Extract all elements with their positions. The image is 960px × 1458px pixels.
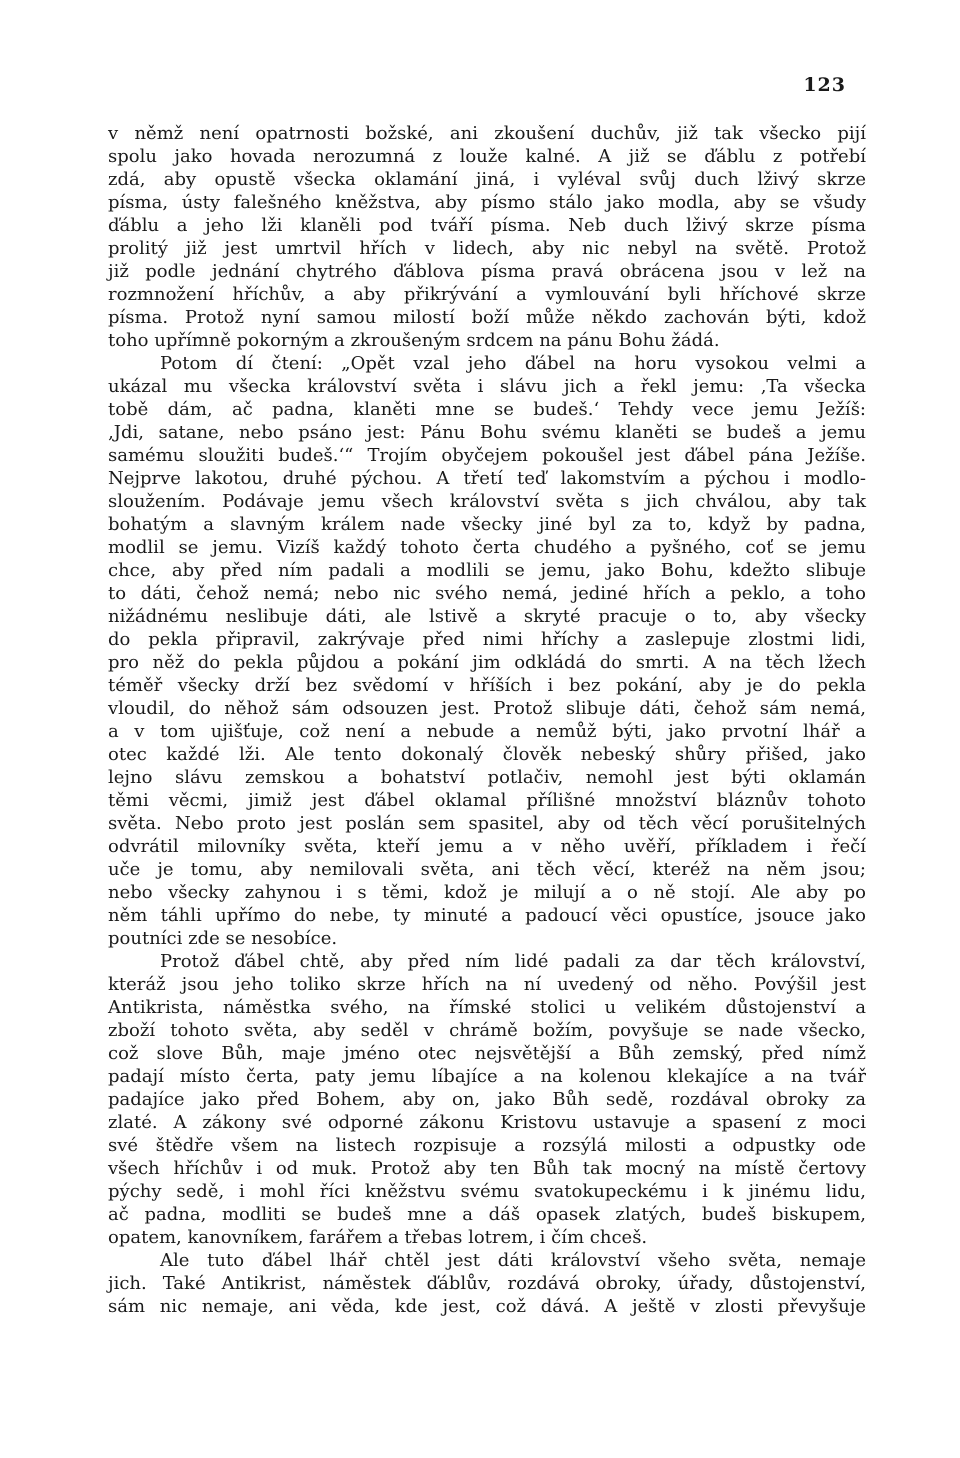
text-line: těmi věcmi, jimiž jest ďábel oklamal přílišné množství bláznův tohoto xyxy=(108,790,866,811)
page-number: 123 xyxy=(803,74,846,96)
paragraph-first-line: Potom dí čtení: „Opět vzal jeho ďábel na horu vysokou velmi a xyxy=(160,353,866,374)
text-line: ďáblu a jeho lži klaněli pod tváří písma. Neb duch lživý skrze písma xyxy=(108,215,866,236)
text-line: zboží tohoto světa, aby seděl v chrámě božím, povyšuje se nade všecko, xyxy=(108,1020,866,1041)
text-line: jich. Také Antikrist, náměstek ďáblův, rozdává obroky, úřady, důstojenství, xyxy=(108,1273,866,1294)
text-line: modlil se jemu. Vizíš každý tohoto čerta chudého a pyšného, coť se jemu xyxy=(108,537,866,558)
text-line: toho upřímně pokorným a zkroušeným srdcem na pánu Bohu žádá. xyxy=(108,330,720,351)
text-line: Antikrista, náměstka svého, na římské stolici u velikém důstojenství a xyxy=(108,997,866,1018)
body-text xyxy=(108,122,866,1318)
text-line: prolitý již jest umrtvil hřích v lidech, aby nic nebyl na světě. Protož xyxy=(108,238,866,259)
text-line: kteráž jsou jeho toliko skrze hřích na ní uvedený od něho. Povýšil jest xyxy=(108,974,866,995)
text-line: nebo všecky zahynou i s těmi, kdož je milují a o ně stojí. Ale aby po xyxy=(108,882,866,903)
text-line: vloudil, do něhož sám odsouzen jest. Protož slibuje dáti, čehož sám nemá, xyxy=(108,698,866,719)
text-line: světa. Nebo proto jest poslán sem spasitel, aby od těch věcí porušitelných xyxy=(108,813,866,834)
text-line: chce, aby před ním padali a modlili se jemu, jako Bohu, kdežto slibuje xyxy=(108,560,866,581)
text-line: téměř všecky drží bez svědomí v hříších i bez pokání, aby je do pekla xyxy=(108,675,866,696)
text-line: něm táhli upřímo do nebe, ty minuté a padoucí věci opustíce, jsouce jako xyxy=(108,905,866,926)
text-line: pro něž do pekla půjdou a pokání jim odkládá do smrti. A na těch lžech xyxy=(108,652,866,673)
text-line: což slove Bůh, maje jméno otec nejsvětější a Bůh zemský, před nímž xyxy=(108,1043,866,1064)
text-line: ukázal mu všecka království světa i slávu jich a řekl jemu: ‚Ta všecka xyxy=(108,376,866,397)
text-line: padajíce jako před Bohem, aby on, jako Bůh sedě, rozdával obroky za xyxy=(108,1089,866,1110)
text-line: sám nic nemaje, ani věda, kde jest, což dává. A ještě v zlosti převyšuje xyxy=(108,1296,866,1317)
text-line: to dáti, čehož nemá; nebo nic svého nemá, jediné hřích a peklo, a toho xyxy=(108,583,866,604)
text-line: spolu jako hovada nerozumná z louže kalné. A již se ďáblu z potřebí xyxy=(108,146,866,167)
text-line: sloužením. Podávaje jemu všech království světa s jich chválou, aby tak xyxy=(108,491,866,512)
text-line: všech hříchův i od muk. Protož aby ten Bůh tak mocný na místě čertovy xyxy=(108,1158,866,1179)
text-line: uče je tomu, aby nemilovali světa, ani těch věcí, kteréž na něm jsou; xyxy=(108,859,866,880)
text-line: ‚Jdi, satane, nebo psáno jest: Pánu Bohu svému klaněti se budeš a jemu xyxy=(108,422,866,443)
text-line: padají místo čerta, paty jemu líbajíce a na kolenou klekajíce a na tvář xyxy=(108,1066,866,1087)
text-line: ač padna, modliti se budeš mne a dáš opasek zlatých, budeš biskupem, xyxy=(108,1204,866,1225)
text-line: své štědře všem na listech rozpisuje a rozsýlá milosti a odpustky ode xyxy=(108,1135,866,1156)
text-line: pýchy sedě, i mohl říci kněžstvu svému svatokupeckému i k jinému lidu, xyxy=(108,1181,866,1202)
text-line: zlaté. A zákony své odporné zákonu Kristovu ustavuje a spasení z moci xyxy=(108,1112,866,1133)
text-line: zdá, aby opustě všecka oklamání jiná, i vyléval svůj duch lživý skrze xyxy=(108,169,866,190)
text-line: písma. Protož nyní samou milostí boží může někdo zachován býti, kdož xyxy=(108,307,866,328)
text-line: tobě dám, ač padna, klaněti mne se budeš.‘ Tehdy vece jemu Ježíš: xyxy=(108,399,866,420)
text-line: již podle jednání chytrého ďáblova písma pravá obrácena jsou v lež na xyxy=(108,261,866,282)
text-line: nižádnému neslibuje dáti, ale lstivě a skryté pracuje o to, aby všecky xyxy=(108,606,866,627)
text-line: poutníci zde se nesobíce. xyxy=(108,928,338,949)
text-line: a v tom ujišťuje, což není a nebude a nemůž býti, jako prvotní lhář a xyxy=(108,721,866,742)
paragraph-first-line: Ale tuto ďábel lhář chtěl jest dáti království všeho světa, nemaje xyxy=(160,1250,866,1271)
text-line: odvrátil milovníky světa, kteří jemu a v něho uvěří, příkladem i řečí xyxy=(108,836,866,857)
text-line: opatem, kanovníkem, farářem a třebas lotrem, i čím chceš. xyxy=(108,1227,648,1248)
text-line: lejno slávu zemskou a bohatství potlačiv, nemohl jest býti oklamán xyxy=(108,767,866,788)
text-line: bohatým a slavným králem nade všecky jiné byl za to, když by padna, xyxy=(108,514,866,535)
text-line: do pekla připravil, zakrývaje před nimi hříchy a zaslepuje zlostmi lidi, xyxy=(108,629,866,650)
text-line: samému sloužiti budeš.‘“ Trojím obyčejem pokoušel jest ďábel pána Ježíše. xyxy=(108,445,866,466)
text-line: Nejprve lakotou, druhé pýchou. A třetí teď lakomstvím a pýchou i modlo- xyxy=(108,468,866,489)
text-line: rozmnožení hříchův, a aby přikrývání a vymlouvání byli hříchové skrze xyxy=(108,284,866,305)
text-line: otec každé lži. Ale tento dokonalý člověk nebeský shůry přišed, jako xyxy=(108,744,866,765)
text-line: v němž není opatrnosti božské, ani zkoušení duchův, již tak všecko pijí xyxy=(108,123,866,144)
paragraph-first-line: Protož ďábel chtě, aby před ním lidé padali za dar těch království, xyxy=(160,951,866,972)
text-line: písma, ústy falešného kněžstva, aby písmo stálo jako modla, aby se všudy xyxy=(108,192,866,213)
